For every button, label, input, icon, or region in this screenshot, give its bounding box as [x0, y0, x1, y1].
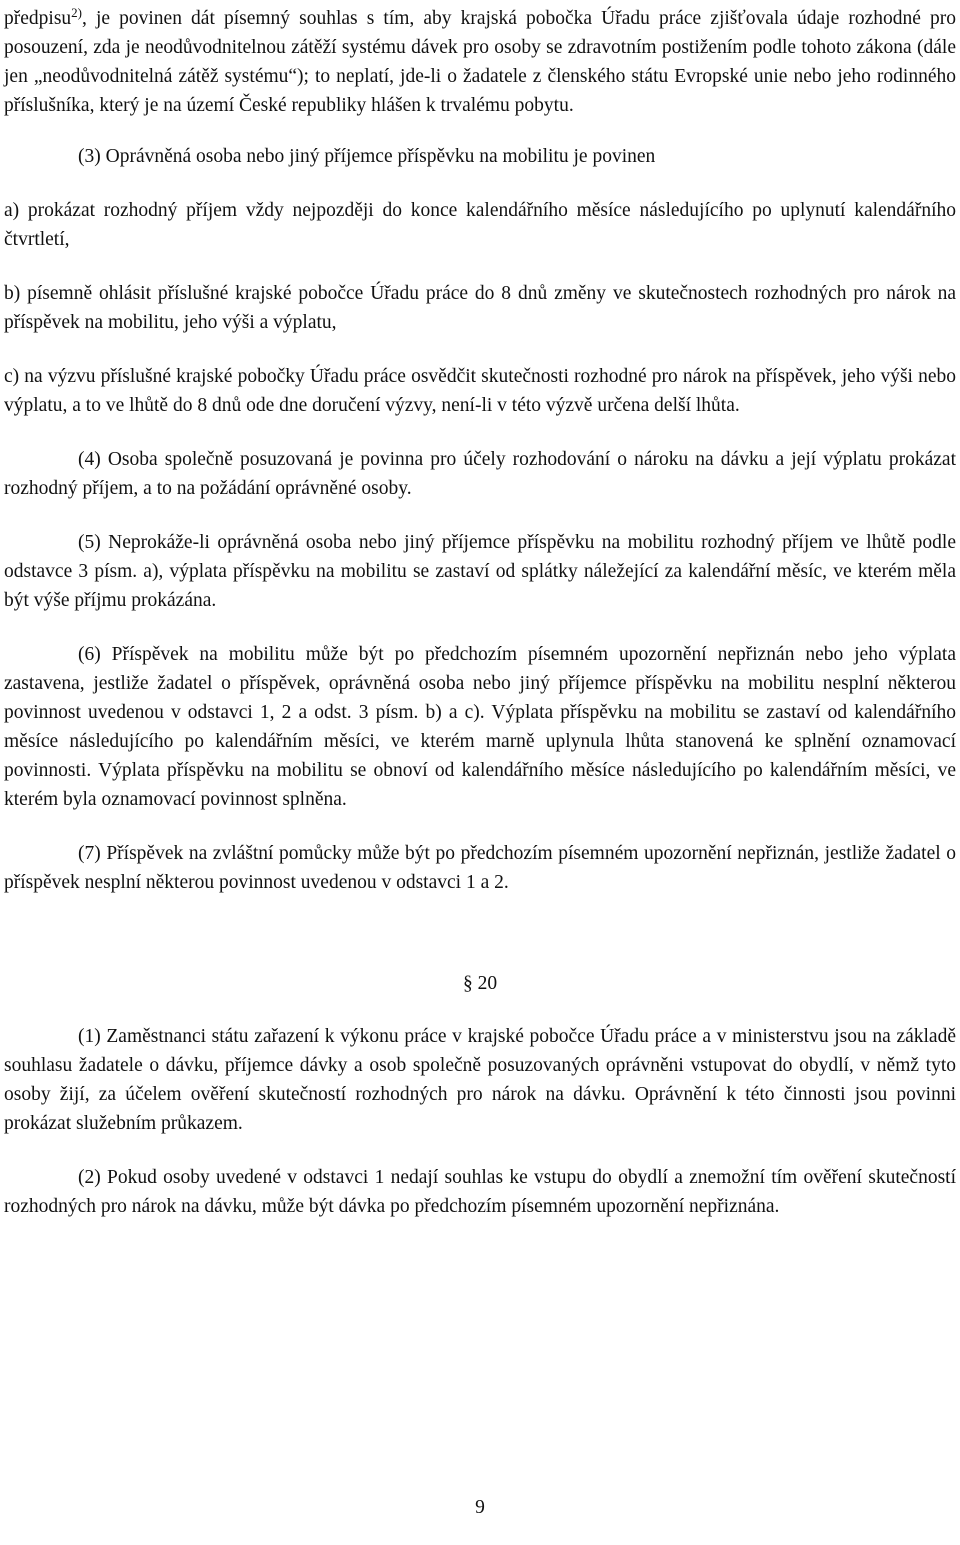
paragraph-6: (6) Příspěvek na mobilitu může být po předchozím písemném upozornění nepřiznán nebo jeho výplata zastavena, jestliže žadatel o příspěvek, oprávněná osoba nebo jiný příjemce příspěvku na mobilitu nesplní některou povinnost uvedenou v odstavci 1, 2 a odst. 3 písm. b) a c). Výplata příspěvku na mobilitu se zastaví od kalendářního měsíce následujícího po kalendářním měsíci, ve kterém marně uplynula lhůta stanovená ke splnění oznamovací povinnosti. Výplata příspěvku na mobilitu se obnoví od kalendářního měsíce následujícího po kalendářním měsíci, ve kterém byla oznamovací povinnost splněna. [4, 644, 956, 810]
document-page [4, 0, 956, 1221]
section-heading: § 20 [462, 973, 498, 994]
intro-text: , je povinen dát písemný souhlas s tím, aby krajská pobočka Úřadu práce zjišťovala údaje rozhodné pro posouzení, zda je neodůvodnitelnou zátěží systému dávek pro osoby se zdravotním postižením podle tohoto zákona (dále jen „neodůvodnitelná zátěž systému“); to neplatí, jde-li o žadatele z členského státu Evropské unie nebo jeho rodinného příslušníka, který je na území České republiky hlášen k trvalému pobytu. [4, 8, 956, 116]
intro-lead: předpisu [4, 8, 72, 29]
footnote-reference: 2) [71, 5, 82, 20]
paragraph-5: (5) Neprokáže-li oprávněná osoba nebo jiný příjemce příspěvku na mobilitu rozhodný příjem ve lhůtě podle odstavce 3 písm. a), výplata příspěvku na mobilitu se zastaví od splátky náležející za kalendářní měsíc, ve kterém měla být výše příjmu prokázána. [4, 532, 956, 611]
section-paragraph-2: (2) Pokud osoby uvedené v odstavci 1 nedají souhlas ke vstupu do obydlí a znemožní tím ověření skutečností rozhodných pro nárok na dávku, může být dávka po předchozím písemném upozornění nepřiznána. [4, 1167, 956, 1217]
section-paragraph-1: (1) Zaměstnanci státu zařazení k výkonu práce v krajské pobočce Úřadu práce a v ministerstvu jsou na základě souhlasu žadatele o dávku, příjemce dávky a osob společně posuzovaných oprávněni vstupovat do obydlí, v němž tyto osoby žijí, za účelem ověření skutečností rozhodných pro nárok na dávku. Oprávnění k této činnosti jsou povinni prokázat služebním průkazem. [4, 1026, 956, 1134]
paragraph-3: (3) Oprávněná osoba nebo jiný příjemce příspěvku na mobilitu je povinen [78, 146, 656, 167]
paragraph-7: (7) Příspěvek na zvláštní pomůcky může být po předchozím písemném upozornění nepřiznán, jestliže žadatel o příspěvek nesplní některou povinnost uvedenou v odstavci 1 a 2. [4, 843, 956, 893]
page-number: 9 [475, 1497, 485, 1518]
list-item-c: c) na výzvu příslušné krajské pobočky Úřadu práce osvědčit skutečnosti rozhodné pro nárok na příspěvek, jeho výši nebo výplatu, a to ve lhůtě do 8 dnů ode dne doručení výzvy, není-li v této výzvě určena delší lhůta. [4, 366, 956, 416]
list-item-a: a) prokázat rozhodný příjem vždy nejpozději do konce kalendářního měsíce následujícího po uplynutí kalendářního čtvrtletí, [4, 200, 956, 250]
list-item-b: b) písemně ohlásit příslušné krajské pobočce Úřadu práce do 8 dnů změny ve skutečnostech rozhodných pro nárok na příspěvek na mobilitu, jeho výši a výplatu, [4, 283, 956, 333]
intro-paragraph [4, 4, 956, 120]
paragraph-4: (4) Osoba společně posuzovaná je povinna pro účely rozhodování o nároku na dávku a její výplatu prokázat rozhodný příjem, a to na požádání oprávněné osoby. [4, 449, 956, 499]
